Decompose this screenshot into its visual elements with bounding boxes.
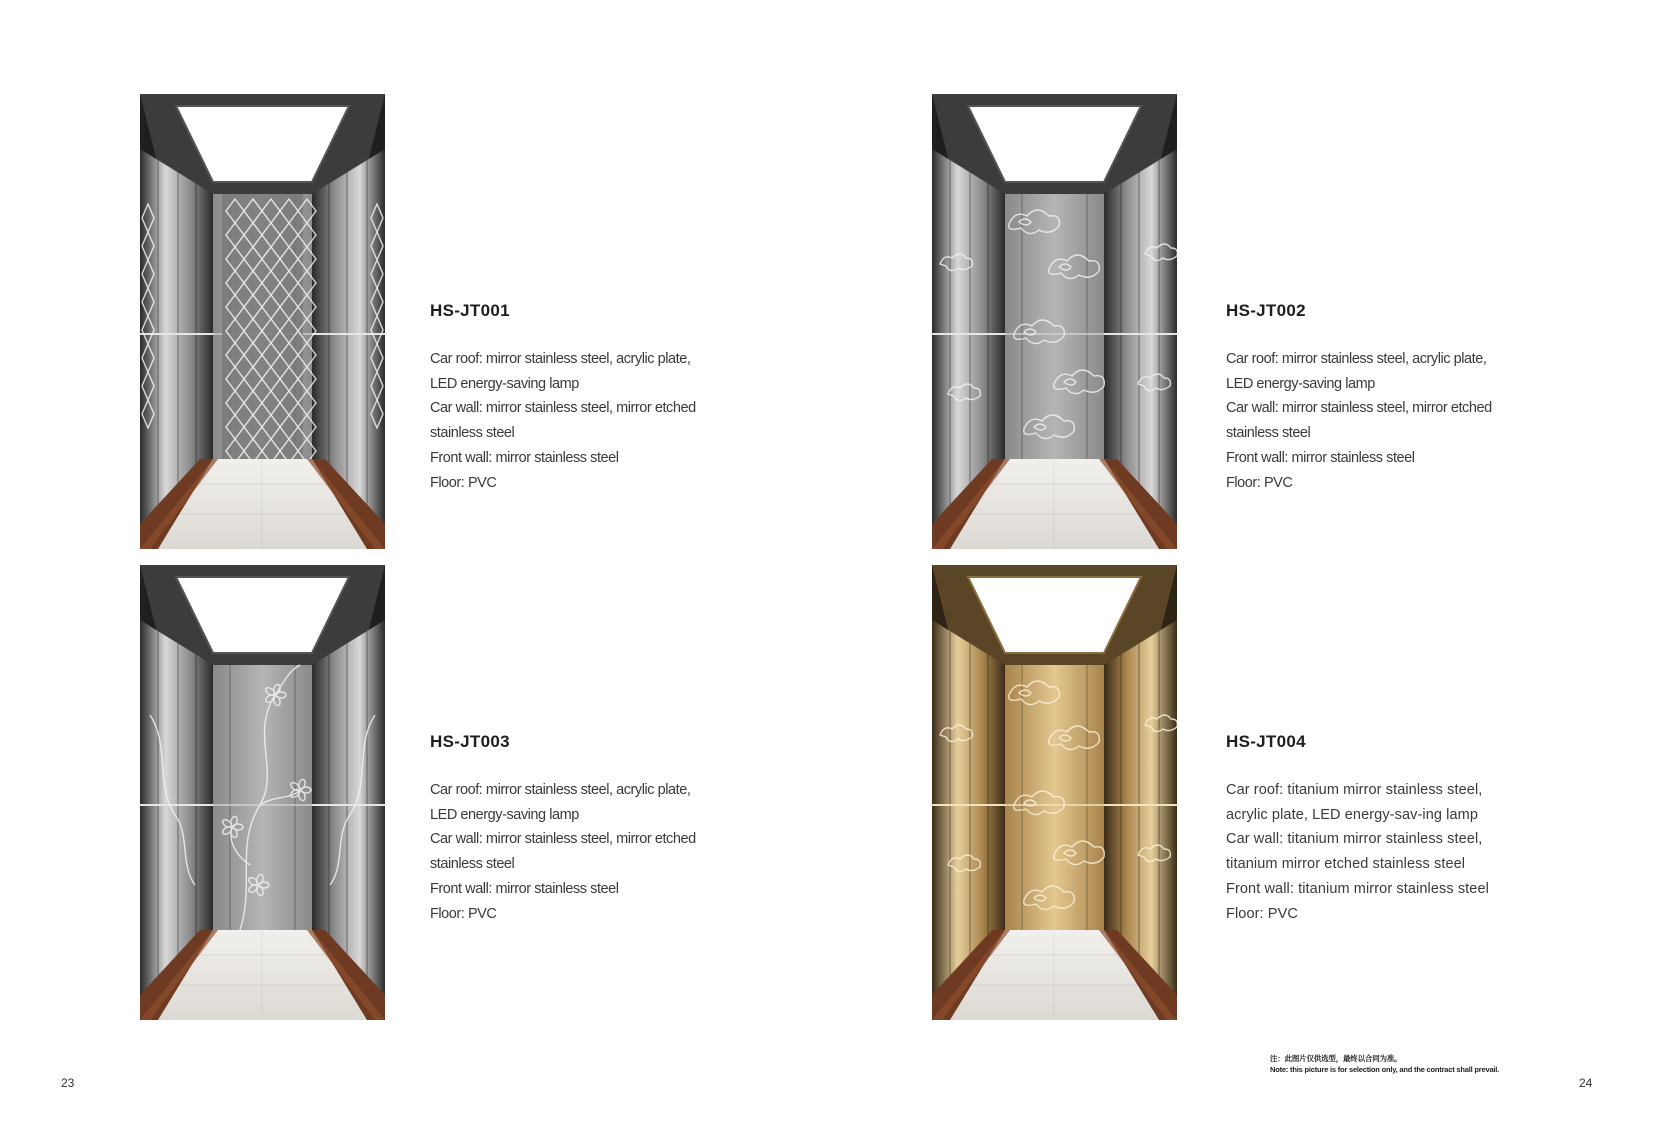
disclaimer-note-english: Note: this picture is for selection only, and the contract shall prevail. xyxy=(1270,1065,1500,1074)
product-description-hs-jt004 xyxy=(1226,732,1526,926)
page-number-right: 24 xyxy=(1579,1076,1593,1090)
spec-line: Floor: PVC xyxy=(1226,905,1298,922)
spec-line: Car wall: mirror stainless steel, mirror etched xyxy=(430,831,696,848)
spec-line: LED energy-saving lamp xyxy=(1226,375,1375,392)
spec-line: acrylic plate, LED energy-sav-ing lamp xyxy=(1226,806,1479,823)
spec-line: Car wall: mirror stainless steel, mirror etched xyxy=(1226,400,1492,417)
product-code: HS-JT003 xyxy=(430,732,510,751)
spec-line: Floor: PVC xyxy=(430,474,497,491)
spec-line: Floor: PVC xyxy=(1226,474,1293,491)
elevator-cabin-illustration xyxy=(932,94,1177,549)
product-description-hs-jt002 xyxy=(1226,301,1526,495)
spec-line: Car roof: mirror stainless steel, acrylic plate, xyxy=(430,351,691,367)
product-description-hs-jt001 xyxy=(430,301,730,495)
elevator-cabin-illustration xyxy=(140,565,385,1020)
page-number-left: 23 xyxy=(61,1076,75,1090)
disclaimer-note xyxy=(1270,1053,1499,1075)
spec-line: stainless steel xyxy=(1226,425,1311,442)
spec-line: Front wall: mirror stainless steel xyxy=(430,880,619,897)
spec-line: Car wall: mirror stainless steel, mirror etched xyxy=(430,400,696,417)
spec-line: Car roof: titanium mirror stainless steel, xyxy=(1226,782,1483,798)
spec-line: Floor: PVC xyxy=(430,905,497,922)
product-code: HS-JT002 xyxy=(1226,301,1306,320)
spec-line: Front wall: titanium mirror stainless steel xyxy=(1226,880,1489,897)
elevator-cabin-illustration xyxy=(932,565,1177,1020)
elevator-cabin-image-hs-jt003 xyxy=(140,565,385,1020)
spec-line: Car roof: mirror stainless steel, acrylic plate, xyxy=(430,782,691,798)
spec-line: Front wall: mirror stainless steel xyxy=(430,449,619,466)
disclaimer-note-chinese: 注：此图片仅供选型，最终以合同为准。 xyxy=(1270,1054,1402,1063)
spec-line: LED energy-saving lamp xyxy=(430,375,579,392)
spec-line: titanium mirror etched stainless steel xyxy=(1226,856,1466,873)
product-description-hs-jt003 xyxy=(430,732,730,926)
elevator-cabin-image-hs-jt004 xyxy=(932,565,1177,1020)
elevator-cabin-image-hs-jt002 xyxy=(932,94,1177,549)
elevator-cabin-illustration xyxy=(140,94,385,549)
elevator-cabin-image-hs-jt001 xyxy=(140,94,385,549)
spec-line: Car wall: titanium mirror stainless steel, xyxy=(1226,831,1483,848)
spec-line: stainless steel xyxy=(430,425,515,442)
spec-line: Front wall: mirror stainless steel xyxy=(1226,449,1415,466)
product-code: HS-JT001 xyxy=(430,301,510,320)
spec-line: LED energy-saving lamp xyxy=(430,806,579,823)
product-code: HS-JT004 xyxy=(1226,732,1306,751)
spec-line: stainless steel xyxy=(430,856,515,873)
spec-line: Car roof: mirror stainless steel, acrylic plate, xyxy=(1226,351,1487,367)
